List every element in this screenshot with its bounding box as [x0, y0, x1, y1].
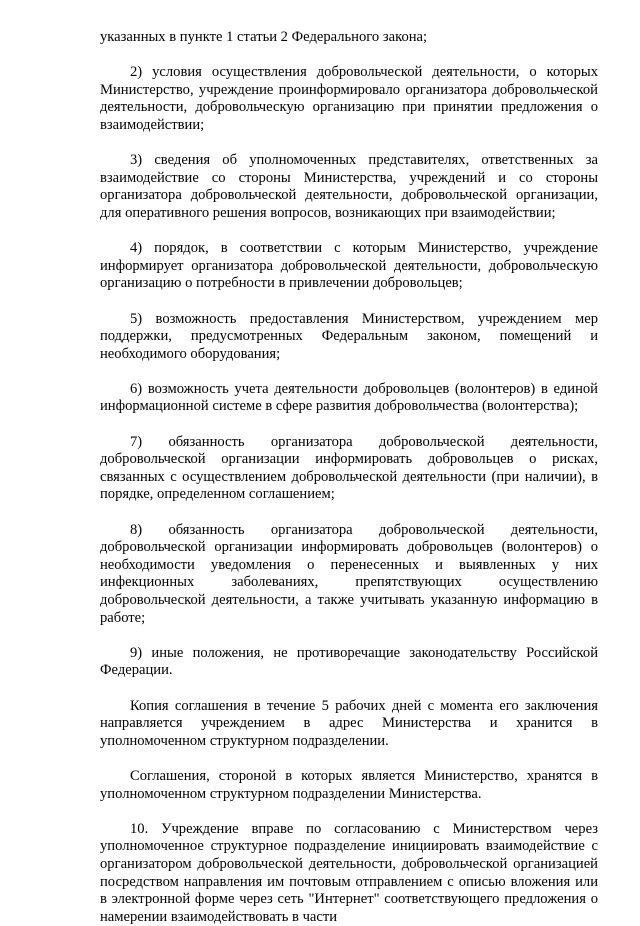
paragraph-section-10: 10. Учреждение вправе по согласованию с Министерством через уполномоченное структурное подразделение инициировать взаимодействие с организатором добровольческой деятельности, добровольческой организацией посредством направления им почтовым отправлением с описью вложения или в электронной форме через сеть "Интернет" соответствующего предложения о намерении взаимодействовать в части — [100, 820, 598, 925]
paragraph-item-9: 9) иные положения, не противоречащие законодательству Российской Федерации. — [100, 644, 598, 679]
paragraph-item-8: 8) обязанность организатора добровольческой деятельности, добровольческой организации информировать добровольцев (волонтеров) о необходимости уведомления о перенесенных и выявленных у них инфекционных заболеваниях, препятствующих осуществлению добровольческой деятельности, а также учитывать указанную информацию в работе; — [100, 521, 598, 626]
paragraph-item-5: 5) возможность предоставления Министерством, учреждением мер поддержки, предусмотренных Федеральным законом, помещений и необходимого оборудования; — [100, 310, 598, 362]
document-body — [100, 29, 598, 926]
paragraph-agreement-storage: Соглашения, стороной в которых является Министерство, хранятся в уполномоченном структурном подразделении Министерства. — [100, 767, 598, 802]
paragraph-item-6: 6) возможность учета деятельности добровольцев (волонтеров) в единой информационной системе в сфере развития добровольчества (волонтерства); — [100, 380, 598, 415]
paragraph-item-7: 7) обязанность организатора добровольческой деятельности, добровольческой организации информировать добровольцев о рисках, связанных с осуществлением добровольческой деятельности (при наличии), в порядке, определенном соглашением; — [100, 433, 598, 503]
paragraph-continuation: указанных в пункте 1 статьи 2 Федерального закона; — [100, 29, 428, 45]
paragraph-item-4: 4) порядок, в соответствии с которым Министерство, учреждение информирует организатора добровольческой деятельности, добровольческую организацию о потребности в привлечении добровольцев; — [100, 240, 598, 292]
paragraph-item-2: 2) условия осуществления добровольческой деятельности, о которых Министерство, учреждение проинформировало организатора добровольческой деятельности, добровольческую организацию при принятии предложения о взаимодействии; — [100, 64, 598, 133]
paragraph-item-3: 3) сведения об уполномоченных представителях, ответственных за взаимодействие со стороны Министерства, учреждений и со стороны организатора добровольческой деятельности, добровольческой организации, для оперативного решения вопросов, возникающих при взаимодействии; — [100, 152, 598, 221]
paragraph-agreement-copy: Копия соглашения в течение 5 рабочих дней с момента его заключения направляется учреждением в адрес Министерства и хранится в уполномоченном структурном подразделении. — [100, 697, 598, 749]
